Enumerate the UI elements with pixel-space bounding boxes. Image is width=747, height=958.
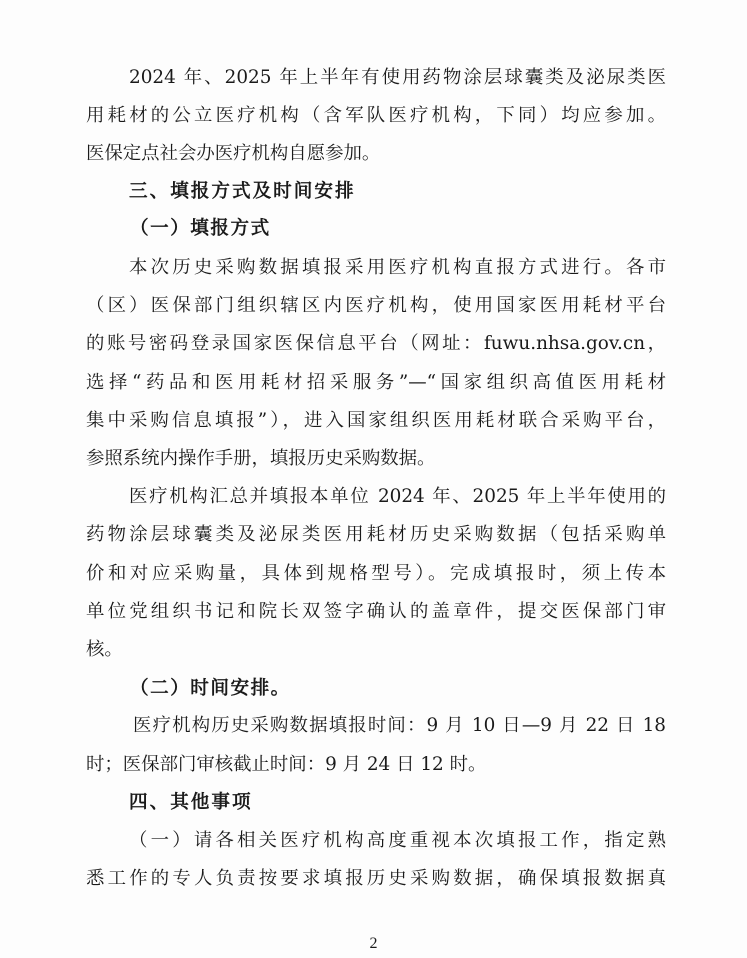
paragraph-line: 时；医保部门审核截止时间：9 月 24 日 12 时。	[86, 754, 487, 775]
paragraph-line: （一）请各相关医疗机构高度重视本次填报工作，指定熟	[129, 830, 666, 851]
paragraph-line: 选择“药品和医用耗材招采服务”—“国家组织高值医用耗材	[86, 372, 666, 393]
subsection-heading: （一）填报方式	[130, 218, 271, 239]
paragraph-line: （区）医保部门组织辖区内医疗机构，使用国家医用耗材平台	[86, 295, 666, 316]
paragraph-line: 悉工作的专人负责按要求填报历史采购数据，确保填报数据真	[86, 868, 666, 889]
paragraph-line: 药物涂层球囊类及泌尿类医用耗材历史采购数据（包括采购单	[86, 524, 666, 545]
paragraph-line: 医保定点社会办医疗机构自愿参加。	[86, 143, 381, 164]
section-heading: 四、其他事项	[129, 792, 253, 813]
paragraph-line: 医疗机构汇总并填报本单位 2024 年、2025 年上半年使用的	[129, 486, 666, 507]
paragraph-line: 用耗材的公立医疗机构（含军队医疗机构，下同）均应参加。	[86, 105, 666, 126]
paragraph-line: 价和对应采购量，具体到规格型号）。完成填报时，须上传本	[86, 563, 666, 584]
paragraph-line: 单位党组织书记和院长双签字确认的盖章件，提交医保部门审	[86, 601, 666, 622]
page-number: 2	[369, 935, 378, 952]
subsection-heading: （二）时间安排。	[130, 678, 291, 699]
paragraph-line: 集中采购信息填报”），进入国家组织医用耗材联合采购平台，	[86, 410, 666, 431]
paragraph-line: 医疗机构历史采购数据填报时间：9 月 10 日—9 月 22 日 18	[133, 715, 666, 736]
paragraph-line: 参照系统内操作手册，填报历史采购数据。	[86, 448, 436, 469]
paragraph-line: 本次历史采购数据填报采用医疗机构直报方式进行。各市	[129, 257, 666, 278]
paragraph-line: 的账号密码登录国家医保信息平台（网址：fuwu.nhsa.gov.cn，	[86, 333, 666, 354]
section-heading: 三、填报方式及时间安排	[129, 181, 356, 202]
paragraph-line: 核。	[86, 639, 123, 660]
paragraph-line: 2024 年、2025 年上半年有使用药物涂层球囊类及泌尿类医	[129, 67, 666, 88]
